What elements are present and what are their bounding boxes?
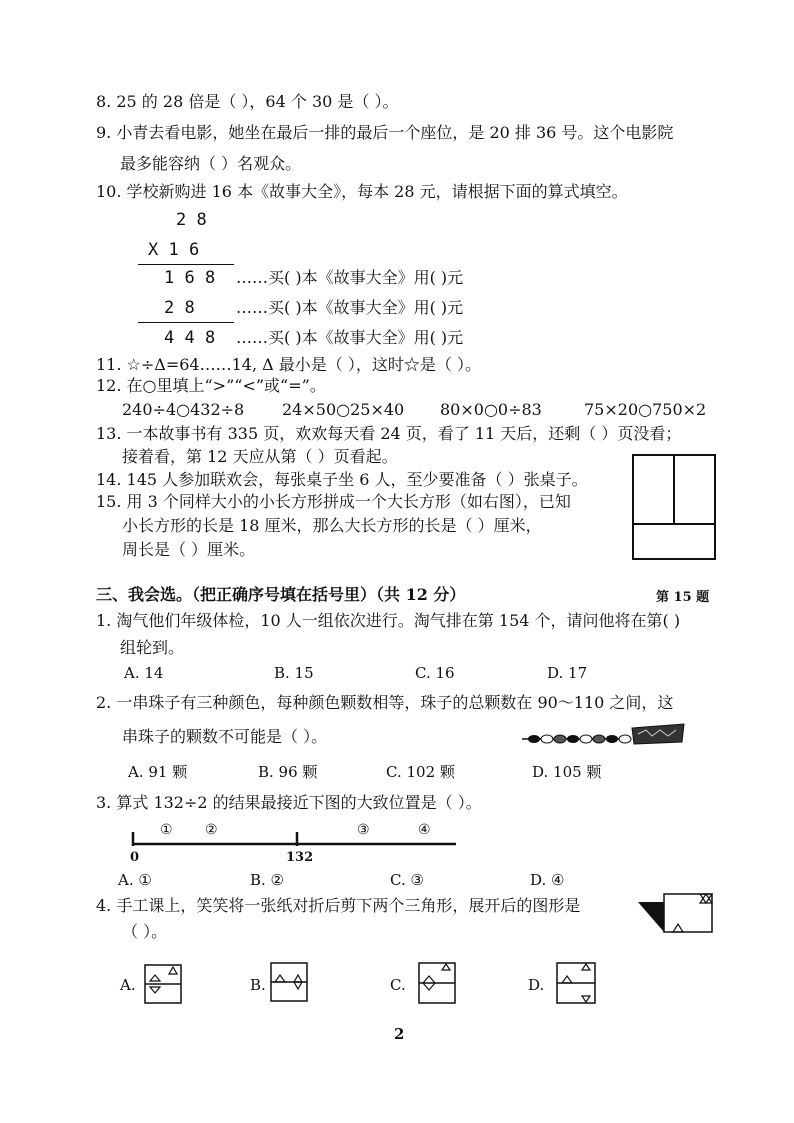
q4-option-d-figure (556, 962, 596, 1004)
p3-q4-text-line1: 4. 手工课上，笑笑将一张纸对折后剪下两个三角形，展开后的图形是 (96, 896, 581, 915)
q12-item-2: 24×50○25×40 (282, 400, 405, 419)
calc-multiplier: X 1 6 (148, 240, 200, 260)
q13-text-line2: 接着看，第 12 天应从第（ ）页看起。 (122, 447, 398, 466)
calc-partial-2: 2 8 (164, 298, 195, 318)
q4-option-c-figure (418, 962, 456, 1004)
p3-q1-option-c: C. 16 (415, 664, 455, 682)
number-line-label-0: 0 (130, 850, 140, 865)
calc-fill-2: ……买( )本《故事大全》用( )元 (236, 298, 464, 317)
p3-q1-text-line1: 1. 淘气他们年级体检，10 人一组依次进行。淘气排在第 154 个，请问他将在第( ) (96, 611, 681, 630)
number-line-marker-2: ② (205, 822, 218, 838)
p3-q2-option-a: A. 91 颗 (128, 763, 188, 781)
p3-q3-option-a: A. ① (118, 871, 152, 889)
p3-q2-option-b: B. 96 颗 (258, 763, 318, 781)
number-line-marker-3: ③ (357, 822, 370, 838)
p3-q1-option-a: A. 14 (124, 664, 164, 682)
q14-text: 14. 145 人参加联欢会，每张桌子坐 6 人，至少要准备（ ）张桌子。 (96, 470, 588, 489)
p3-q2-option-d: D. 105 颗 (532, 763, 602, 781)
q15-text-line2: 小长方形的长是 18 厘米，那么大长方形的长是（ ）厘米， (122, 516, 542, 535)
q15-text-line1: 15. 用 3 个同样大小的小长方形拼成一个大长方形（如右图），已知 (96, 492, 571, 511)
q15-caption: 第 15 题 (656, 590, 710, 605)
q12-item-3: 80×0○0÷83 (440, 400, 542, 419)
q8-text: 8. 25 的 28 倍是（ ），64 个 30 是（ ）。 (96, 92, 399, 111)
q9-text-line1: 9. 小青去看电影，她坐在最后一排的最后一个座位，是 20 排 36 号。这个电影院 (96, 123, 674, 142)
p3-q4-text-line2: （ ）。 (122, 922, 168, 941)
folded-paper-figure (636, 892, 716, 936)
p3-q1-option-b: B. 15 (274, 664, 314, 682)
number-line-marker-1: ① (160, 822, 173, 838)
q4-option-a-figure (144, 964, 182, 1004)
part3-header: 三、我会选。（把正确序号填在括号里）（共 12 分） (96, 585, 466, 604)
number-line-marker-4: ④ (418, 822, 431, 838)
p3-q3-option-d: D. ④ (530, 871, 565, 889)
q10-text: 10. 学校新购进 16 本《故事大全》，每本 28 元，请根据下面的算式填空。 (96, 182, 628, 201)
number-line-label-132: 132 (286, 850, 314, 865)
calc-partial-1: 1 6 8 (164, 268, 216, 288)
calc-fill-1: ……买( )本《故事大全》用( )元 (236, 268, 464, 287)
calc-multiplicand: 2 8 (176, 210, 207, 230)
q12-item-4: 75×20○750×2 (584, 400, 707, 419)
p3-q4-option-c-label: C. (390, 976, 406, 994)
beads-string-image (520, 722, 686, 746)
q12-text: 12. 在○里填上“>”“<”或“=”。 (96, 376, 326, 395)
p3-q2-text-line1: 2. 一串珠子有三种颜色，每种颜色颗数相等，珠子的总颗数在 90～110 之间，这 (96, 693, 674, 712)
p3-q3-option-c: C. ③ (390, 871, 424, 889)
number-line (130, 818, 460, 848)
q12-item-1: 240÷4○432÷8 (122, 400, 245, 419)
q15-text-line3: 周长是（ ）厘米。 (122, 540, 256, 559)
p3-q3-option-b: B. ② (250, 871, 285, 889)
q4-option-b-figure (270, 962, 308, 1002)
q11-text: 11. ☆÷Δ=64……14, Δ 最小是（ ），这时☆是（ ）。 (96, 355, 481, 374)
p3-q2-text-line2: 串珠子的颗数不可能是（ ）。 (122, 727, 328, 746)
p3-q4-option-d-label: D. (528, 976, 545, 994)
calc-rule-1 (138, 264, 234, 265)
calc-fill-3: ……买( )本《故事大全》用( )元 (236, 328, 464, 347)
p3-q1-option-d: D. 17 (547, 664, 588, 682)
p3-q2-option-c: C. 102 颗 (386, 763, 455, 781)
q15-rectangle-figure (632, 454, 716, 560)
page-number: 2 (394, 1025, 405, 1043)
calc-rule-2 (138, 322, 234, 323)
p3-q4-option-a-label: A. (120, 976, 136, 994)
q13-text-line1: 13. 一本故事书有 335 页，欢欢每天看 24 页，看了 11 天后，还剩（ ）页没看； (96, 424, 682, 443)
p3-q3-text: 3. 算式 132÷2 的结果最接近下图的大致位置是（ ）。 (96, 793, 482, 812)
q9-text-line2: 最多能容纳（ ）名观众。 (120, 154, 302, 173)
calc-product: 4 4 8 (164, 328, 216, 348)
p3-q4-option-b-label: B. (250, 976, 266, 994)
p3-q1-text-line2: 组轮到。 (120, 638, 185, 657)
